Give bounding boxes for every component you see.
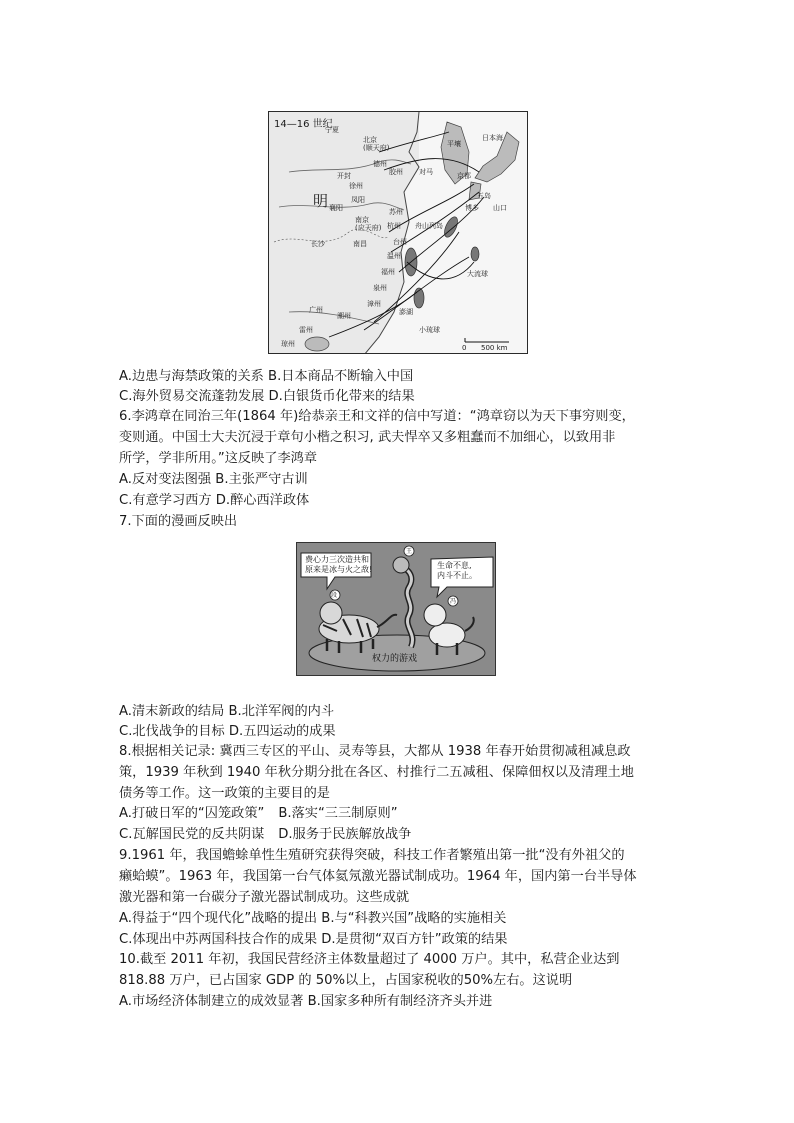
map-label: 凤阳 bbox=[351, 196, 365, 204]
dragon-figure bbox=[393, 557, 413, 647]
q9-stem-line-2: 癞蛤蟆”。1963 年，我国第一台气体氦氖激光器试制成功。1964 年，国内第一台半导体 bbox=[119, 869, 637, 884]
q6-options-line-2: C.有意学习西方 D.醉心西洋政体 bbox=[119, 493, 310, 508]
map-label: 泉州 bbox=[373, 284, 387, 292]
q8-stem-line-1: 8.根据相关记录: 冀西三专区的平山、灵寿等县，大都从 1938 年春开始贯彻减租减息政 bbox=[119, 744, 631, 759]
cartoon-tag-dog: 冯 bbox=[450, 598, 457, 605]
map-label: 长沙 bbox=[311, 240, 325, 248]
map-label: 德州 bbox=[373, 160, 387, 168]
map-scale-zero: 0 bbox=[462, 344, 467, 352]
q6-stem-line-1: 6.李鸿章在同治三年(1864 年)给恭亲王和文祥的信中写道：“鸿章窃以为天下事穷则变， bbox=[119, 409, 635, 424]
map-label: 苏州 bbox=[389, 208, 403, 216]
cartoon-tag-dragon: 王 bbox=[406, 548, 413, 555]
map-label: 琼州 bbox=[281, 340, 295, 348]
cartoon-left-bubble-text: 费心力三次造共和 原来是冰与火之敌! bbox=[305, 555, 373, 574]
map-label: 广州 bbox=[309, 306, 323, 314]
map-label: 对马 bbox=[419, 168, 433, 176]
historical-trade-map bbox=[268, 111, 528, 354]
map-label: 开封 bbox=[337, 172, 351, 180]
q8-stem-line-2: 策，1939 年秋到 1940 年秋分期分批在各区、村推行二五减租、保障佃权以及清理土地 bbox=[119, 765, 634, 780]
map-label: 澎湖 bbox=[399, 308, 413, 316]
map-label: 胶州 bbox=[389, 168, 403, 176]
cartoon-right-bubble-text: 生命不息, 内斗不止。 bbox=[437, 561, 477, 580]
q8-option-b: B.落实“三三制原则” bbox=[278, 806, 398, 821]
map-label: 雷州 bbox=[299, 326, 313, 334]
map-label: 舟山列岛 bbox=[415, 222, 443, 230]
q8-options-line-1 bbox=[119, 804, 398, 823]
map-label: 平壤 bbox=[447, 140, 461, 148]
map-label: 小琉球 bbox=[419, 326, 440, 334]
map-label: 宁夏 bbox=[325, 126, 339, 134]
map-label: 大流球 bbox=[467, 270, 488, 278]
q6-options-line-1: A.反对变法图强 B.主张严守古训 bbox=[119, 472, 308, 487]
q9-options-line-1: A.得益于“四个现代化”战略的提出 B.与“科教兴国”战略的实施相关 bbox=[119, 911, 507, 926]
q9-stem-line-1: 9.1961 年，我国蟾蜍单性生殖研究获得突破，科技工作者繁殖出第一批“没有外祖父的 bbox=[119, 848, 625, 863]
map-label: 博多 bbox=[465, 204, 479, 212]
map-label: 五岛 bbox=[477, 192, 491, 200]
q8-option-a: A.打破日军的“囚笼政策” bbox=[119, 806, 265, 821]
map-label: 日本海 bbox=[482, 134, 503, 142]
q7-options-line-2: C.北伐战争的目标 D.五四运动的成果 bbox=[119, 724, 336, 739]
map-label: 襄阳 bbox=[329, 204, 343, 212]
map-label: 温州 bbox=[387, 252, 401, 260]
map-label: 潮州 bbox=[337, 312, 351, 320]
q7-options-line-1: A.清末新政的结局 B.北洋军阀的内斗 bbox=[119, 704, 335, 719]
q10-stem-line-1: 10.截至 2011 年初，我国民营经济主体数量超过了 4000 万户。其中，私营企业达到 bbox=[119, 952, 620, 967]
map-label: 福州 bbox=[381, 268, 395, 276]
q8-options-line-2 bbox=[119, 825, 411, 844]
q9-options-line-2: C.体现出中苏两国科技合作的成果 D.是贯彻“双百方针”政策的结果 bbox=[119, 932, 508, 947]
cartoon-tag-tiger: 段 bbox=[331, 592, 338, 599]
q10-options-line-1: A.市场经济体制建立的成效显著 B.国家多种所有制经济齐头并进 bbox=[119, 994, 493, 1009]
q5-options-line-2: C.海外贸易交流蓬勃发展 D.白银货币化带来的结果 bbox=[119, 389, 415, 404]
map-label: 山口 bbox=[493, 204, 507, 212]
map-title: 14—16 世纪 bbox=[272, 115, 335, 130]
q10-stem-line-2: 818.88 万户，已占国家 GDP 的 50%以上，占国家税收的50%左右。这说明 bbox=[119, 973, 573, 988]
q8-option-d: D.服务于民族解放战争 bbox=[278, 827, 412, 842]
map-scale-label: 500 km bbox=[481, 344, 508, 352]
q9-stem-line-3: 激光器和第一台碳分子激光器试制成功。这些成就 bbox=[119, 890, 410, 905]
map-label: 南昌 bbox=[353, 240, 367, 248]
map-label: 徐州 bbox=[349, 182, 363, 190]
cartoon-caption: 权力的游戏 bbox=[372, 654, 418, 664]
q5-options-line-1: A.边患与海禁政策的关系 B.日本商品不断输入中国 bbox=[119, 369, 414, 384]
map-label: 漳州 bbox=[367, 300, 381, 308]
map-label: 京都 bbox=[457, 172, 471, 180]
cartoon-power-game bbox=[296, 542, 496, 676]
map-label: 杭州 bbox=[387, 222, 401, 230]
map-country-label: 明 bbox=[313, 192, 329, 210]
map-label: 北京 (顺天府) bbox=[363, 136, 390, 152]
map-label: 南京 (应天府) bbox=[355, 216, 382, 232]
q6-stem-line-2: 变则通。中国士大夫沉浸于章句小楷之积习, 武夫悍卒又多粗蠢而不加细心，以致用非 bbox=[119, 430, 616, 445]
q6-stem-line-3: 所学，学非所用。”这反映了李鸿章 bbox=[119, 451, 318, 466]
q8-stem-line-3: 债务等工作。这一政策的主要目的是 bbox=[119, 786, 330, 801]
map-graphic bbox=[269, 112, 528, 354]
q8-option-c: C.瓦解国民党的反共阴谋 bbox=[119, 827, 265, 842]
map-label: 台州 bbox=[393, 238, 407, 246]
q7-stem: 7.下面的漫画反映出 bbox=[119, 514, 238, 529]
